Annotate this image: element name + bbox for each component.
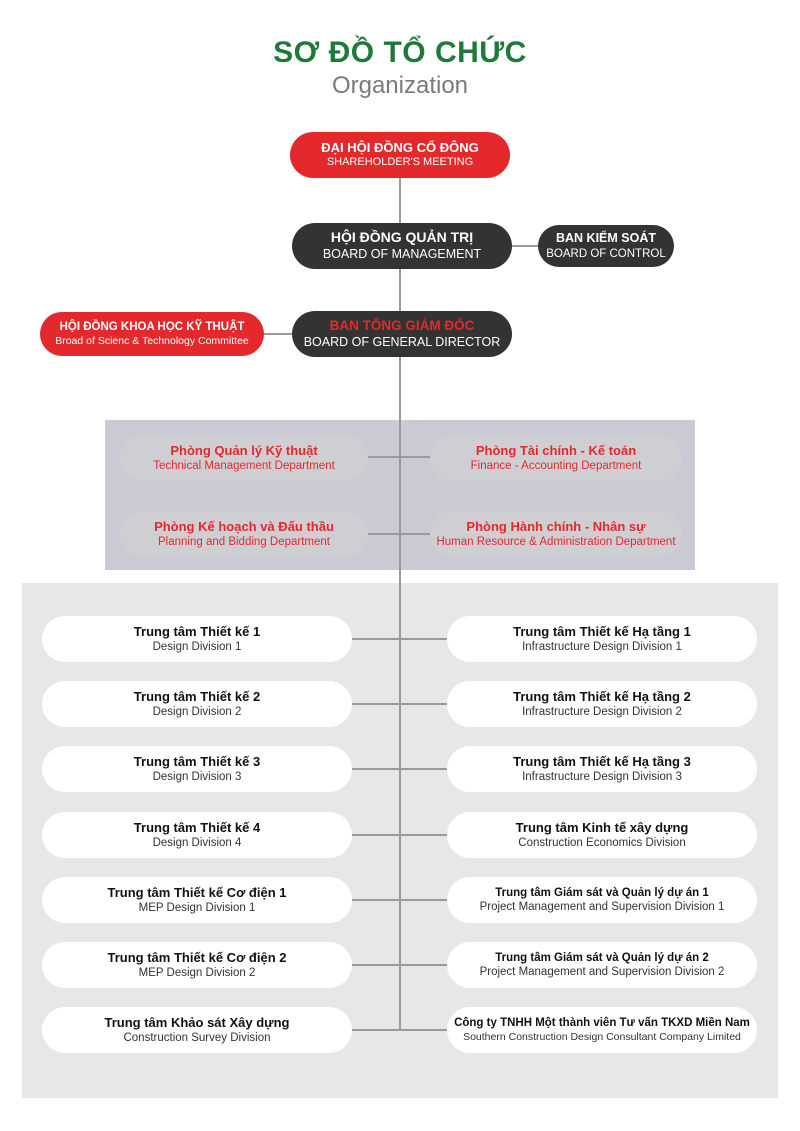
division-box: [447, 746, 757, 792]
board-control-connector: [510, 245, 540, 247]
division-title: Trung tâm Thiết kế 1: [133, 623, 261, 639]
division-title: Trung tâm Thiết kế 3: [133, 753, 261, 769]
division-box: [447, 942, 757, 988]
division-box: [447, 616, 757, 662]
page-subtitle: Organization: [331, 72, 469, 99]
science-committee-box: [40, 312, 264, 356]
division-subtitle: Design Division 3: [152, 770, 242, 783]
department-box: [430, 511, 682, 557]
division-subtitle: Infrastructure Design Division 1: [522, 640, 682, 653]
board-of-management-box: [292, 223, 512, 269]
department-title: Phòng Quản lý Kỹ thuật: [170, 442, 318, 458]
division-box: [42, 681, 352, 727]
main-trunk-line: [399, 175, 401, 1030]
department-title: Phòng Hành chính - Nhân sự: [466, 518, 646, 534]
division-box: [42, 1007, 352, 1053]
department-title: Phòng Kế hoạch và Đấu thầu: [154, 518, 334, 534]
division-title: Trung tâm Thiết kế 2: [133, 688, 261, 704]
division-subtitle: Project Management and Supervision Division 2: [479, 966, 725, 978]
shareholders-meeting-box: [290, 132, 510, 178]
division-title: Trung tâm Giám sát và Quản lý dự án 1: [495, 886, 709, 899]
division-box: [42, 942, 352, 988]
board-of-management-subtitle: BOARD OF MANAGEMENT: [322, 246, 482, 261]
division-row1-connector: [350, 638, 450, 640]
department-subtitle: Planning and Bidding Department: [158, 535, 330, 548]
division-row7-connector: [350, 1029, 450, 1031]
division-row6-connector: [350, 964, 450, 966]
division-box: [42, 746, 352, 792]
division-title: Trung tâm Thiết kế Cơ điện 1: [107, 884, 287, 900]
department-box: [430, 435, 682, 481]
science-committee-title: HỘI ĐỒNG KHOA HỌC KỸ THUẬT: [59, 321, 245, 334]
division-subtitle: Design Division 1: [152, 640, 242, 653]
division-subtitle: Design Division 4: [152, 836, 242, 849]
division-row3-connector: [350, 768, 450, 770]
board-of-management-title: HỘI ĐỒNG QUẢN TRỊ: [330, 229, 474, 246]
shareholders-meeting-subtitle: SHAREHOLDER'S MEETING: [326, 156, 474, 169]
department-box: [120, 511, 368, 557]
division-subtitle: Infrastructure Design Division 3: [522, 770, 682, 783]
board-of-control-box: [538, 225, 674, 267]
page-title: SƠ ĐỒ TỔ CHỨC: [273, 36, 527, 69]
division-box: [42, 877, 352, 923]
division-subtitle: Project Management and Supervision Division 1: [479, 901, 725, 913]
science-committee-subtitle: Broad of Scienc & Technology Committee: [55, 334, 249, 347]
division-subtitle: MEP Design Division 2: [138, 966, 256, 979]
dept-row1-connector: [365, 456, 433, 458]
division-row2-connector: [350, 703, 450, 705]
general-director-title: BAN TỔNG GIÁM ĐỐC: [329, 317, 475, 333]
science-directors-connector: [262, 333, 292, 335]
division-box: [447, 877, 757, 923]
division-row4-connector: [350, 834, 450, 836]
division-title: Trung tâm Thiết kế Hạ tầng 1: [513, 623, 691, 639]
division-subtitle: Construction Economics Division: [518, 836, 686, 849]
dept-row2-connector: [365, 533, 433, 535]
division-box: [42, 812, 352, 858]
division-title: Trung tâm Thiết kế 4: [133, 819, 261, 835]
division-box: [447, 681, 757, 727]
department-box: [120, 435, 368, 481]
division-subtitle: MEP Design Division 1: [138, 901, 256, 914]
division-title: Trung tâm Thiết kế Hạ tầng 2: [513, 688, 691, 704]
division-box: [447, 1007, 757, 1053]
department-subtitle: Human Resource & Administration Department: [436, 535, 676, 548]
division-row5-connector: [350, 899, 450, 901]
division-title: Trung tâm Kinh tế xây dựng: [515, 819, 689, 835]
general-director-box: [292, 311, 512, 357]
division-subtitle: Infrastructure Design Division 2: [522, 705, 682, 718]
division-title: Trung tâm Khảo sát Xây dựng: [104, 1014, 290, 1030]
division-subtitle: Southern Construction Design Consultant Company Limited: [463, 1030, 741, 1043]
board-of-control-subtitle: BOARD OF CONTROL: [546, 247, 666, 260]
general-director-subtitle: BOARD OF GENERAL DIRECTOR: [303, 334, 501, 349]
division-box: [42, 616, 352, 662]
department-title: Phòng Tài chính - Kế toán: [475, 442, 637, 458]
department-subtitle: Finance - Accounting Department: [470, 459, 642, 472]
division-title: Trung tâm Giám sát và Quản lý dự án 2: [495, 951, 709, 964]
division-title: Trung tâm Thiết kế Cơ điện 2: [107, 949, 287, 965]
division-subtitle: Design Division 2: [152, 705, 242, 718]
division-title: Công ty TNHH Một thành viên Tư vấn TKXD Miền Nam: [454, 1017, 750, 1030]
board-of-control-title: BAN KIỂM SOÁT: [556, 231, 656, 245]
division-box: [447, 812, 757, 858]
shareholders-meeting-title: ĐẠI HỘI ĐỒNG CỔ ĐÔNG: [321, 140, 479, 155]
division-title: Trung tâm Thiết kế Hạ tầng 3: [513, 753, 691, 769]
division-subtitle: Construction Survey Division: [123, 1031, 271, 1044]
department-subtitle: Technical Management Department: [153, 459, 335, 472]
